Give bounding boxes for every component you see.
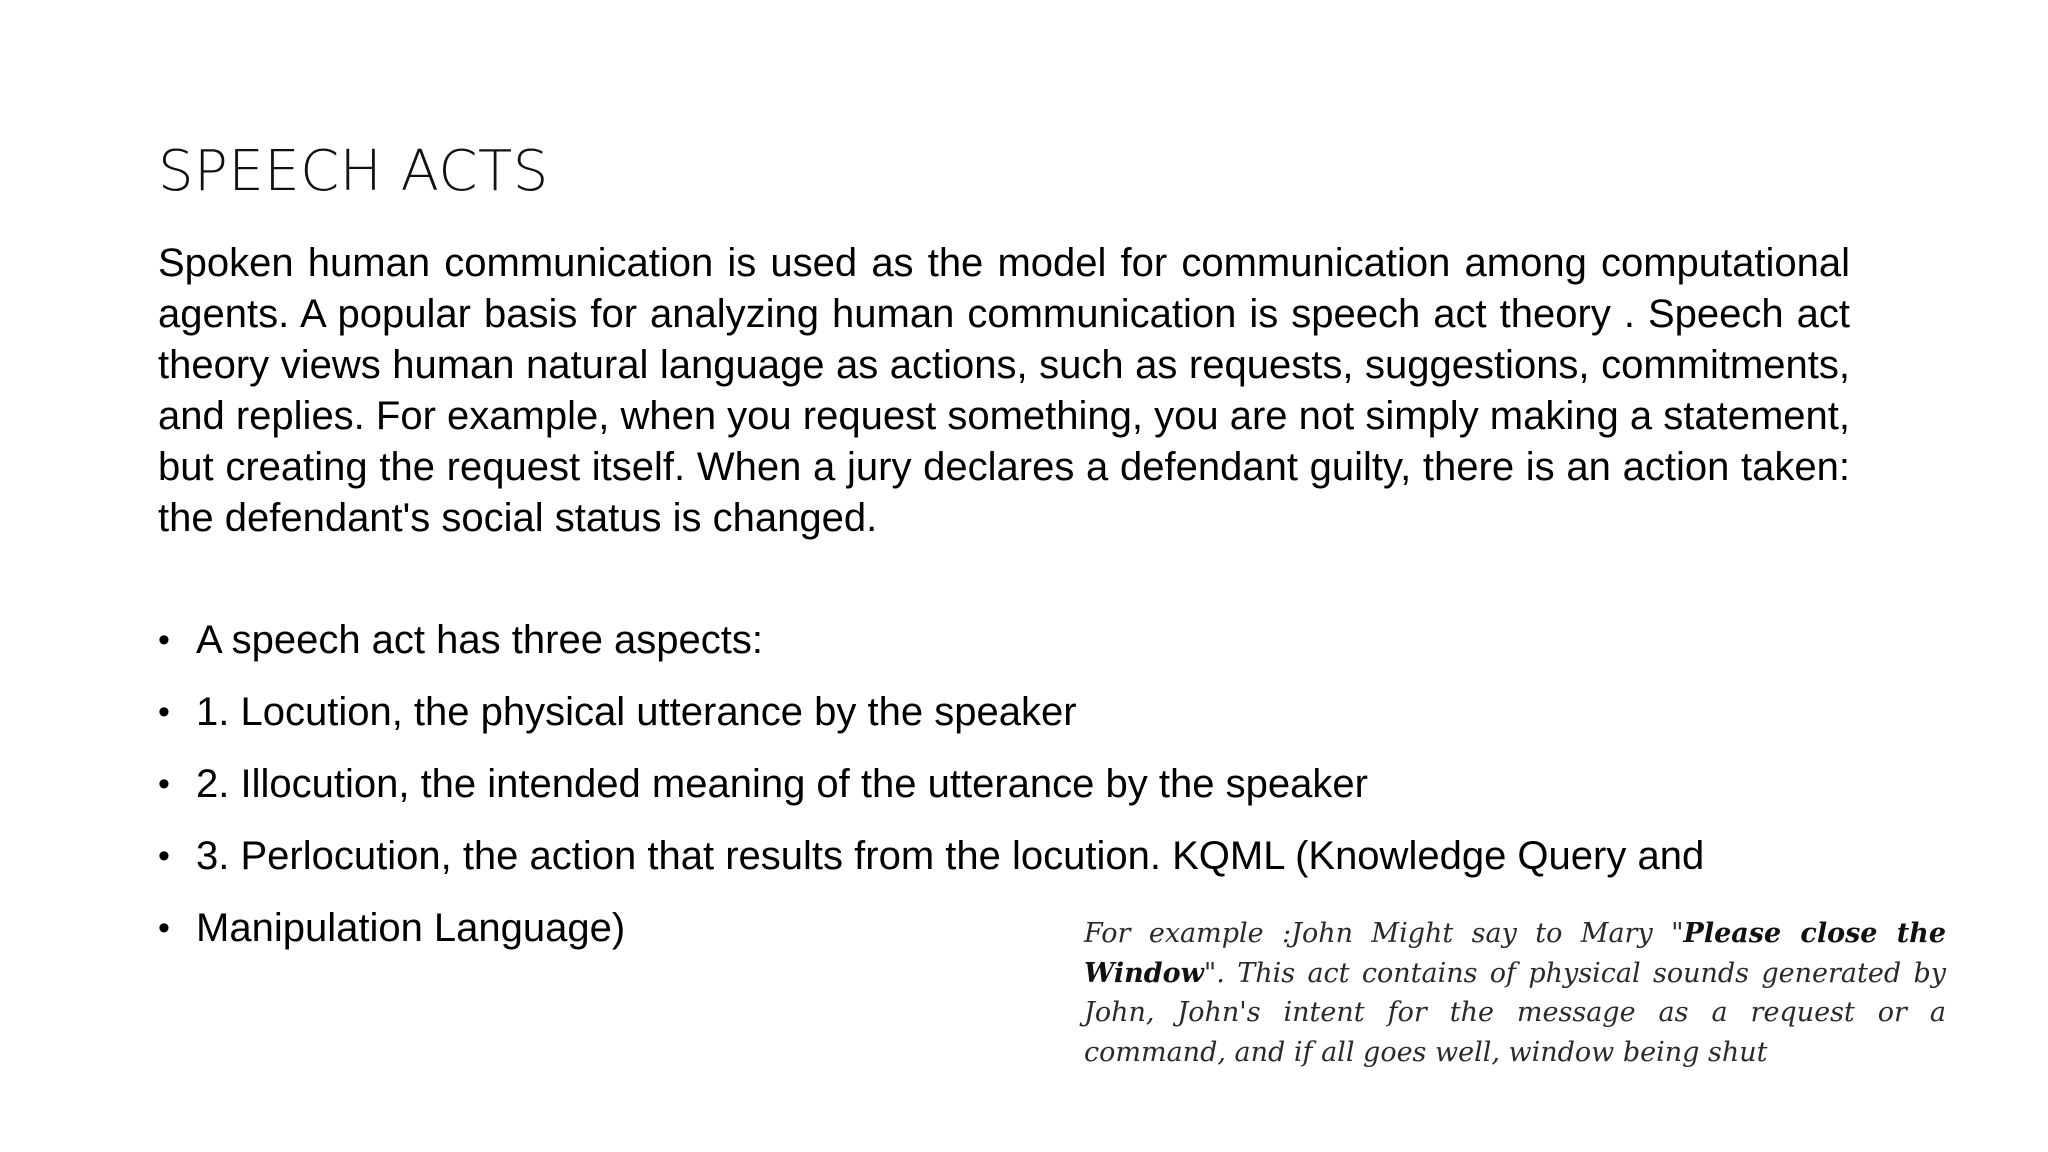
bullet-icon: • [158, 765, 170, 803]
bullet-icon: • [158, 837, 170, 875]
bullet-item [158, 758, 1898, 830]
bullet-icon: • [158, 621, 170, 659]
intro-paragraph: Spoken human communication is used as the model for communication among computational agents. A popular basis for analyzing human communication is speech act theory . Speech act theory views human natural language as actions, such as requests, suggestions, commitments, and replies. For example, when you request something, you are not simply making a statement, but creating the request itself. When a jury declares a defendant guilty, there is an action taken: the defendant's social status is changed. [158, 241, 1850, 540]
example-note-suffix: ". This act contains of physical sounds generated by John, John's intent for the message as a request or a command, and if all goes well, window being shut [1084, 957, 1946, 1068]
example-note-emphasis: Please close the Window [1084, 918, 1946, 989]
bullet-text: A speech act has three aspects: [196, 618, 764, 662]
example-note-prefix: For example :John Might say to Mary " [1084, 918, 1684, 949]
slide-title: SPEECH ACTS [158, 139, 549, 204]
example-note [1084, 914, 1946, 1072]
bullet-icon: • [158, 909, 170, 947]
bullet-item [158, 830, 1898, 902]
bullet-text: 2. Illocution, the intended meaning of the utterance by the speaker [196, 762, 1368, 806]
bullet-icon: • [158, 693, 170, 731]
bullet-item [158, 614, 1898, 686]
bullet-item [158, 686, 1898, 758]
bullet-text: 3. Perlocution, the action that results from the locution. KQML (Knowledge Query and [196, 834, 1705, 878]
bullet-text: Manipulation Language) [196, 906, 626, 950]
bullet-text: 1. Locution, the physical utterance by the speaker [196, 690, 1077, 734]
